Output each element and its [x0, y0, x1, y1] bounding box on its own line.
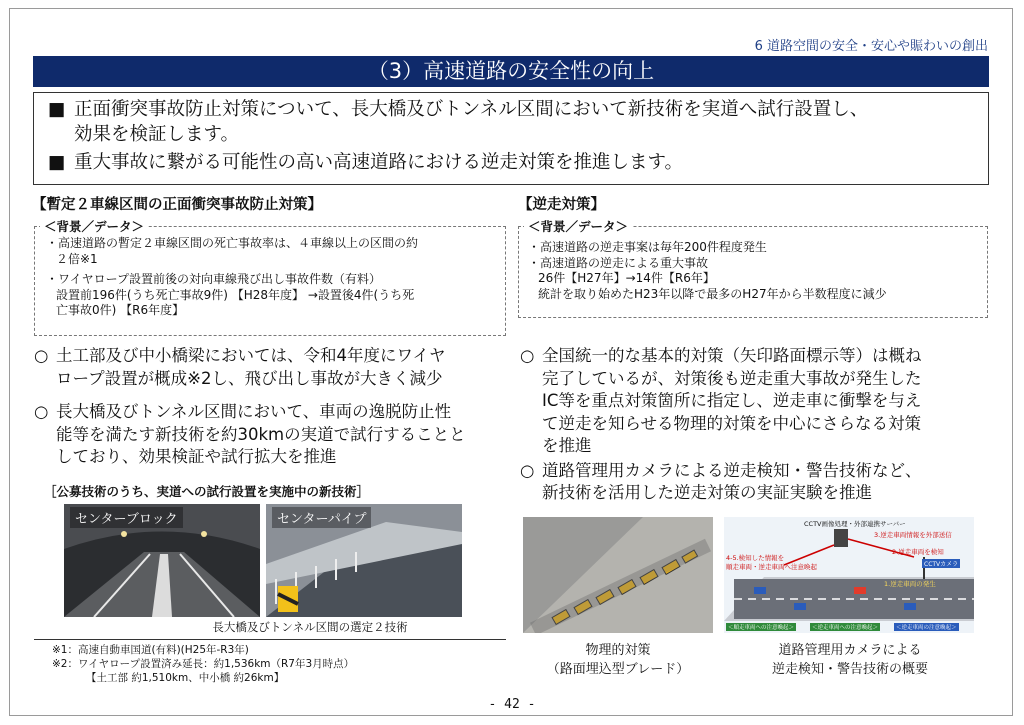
measure-line: を推進 [542, 436, 592, 455]
cctv-diagram [724, 517, 974, 633]
measure-line: ロープ設置が概成※2し、飛び出し事故が大きく減少 [56, 368, 443, 388]
chapter-label: 6 道路空間の安全・安心や賑わいの創出 [754, 39, 988, 54]
photo-label: センターパイプ [272, 507, 371, 528]
measure-line: 能等を満たす新技術を約30kmの実道で試行することと [56, 424, 466, 444]
left-measures [34, 345, 524, 469]
right-notes [528, 240, 988, 302]
measure-line: 長大橋及びトンネル区間において、車両の逸脱防止性 [56, 402, 452, 421]
measure-line: 土工部及び中小橋梁においては、令和4年度にワイヤ [56, 346, 446, 365]
page-number: - 42 - [488, 697, 536, 712]
diagram-footer-label: ＜逆走車両への注意喚起＞ [812, 625, 879, 631]
summary-line: 正面衝突事故防止対策について、長大橋及びトンネル区間において新技術を実道へ試行設置し、 [74, 99, 869, 120]
left-box-label: ＜背景／データ＞ [40, 217, 148, 235]
circle-bullet-icon: ○ [520, 460, 535, 480]
note-line: ・高速道路の逆走事案は毎年200件程度発生 [528, 240, 767, 254]
note-line: 設置前196件(うち死亡事故9件) 【H28年度】 →設置後4件(うち死 [56, 287, 415, 302]
photo-heading: ［公募技術のうち、実道への試行設置を実施中の新技術］ [44, 484, 370, 499]
note-line: ・高速道路の暫定２車線区間の死亡事故率は、４車線以上の区間の約 [46, 236, 419, 250]
center-pipe-photo [266, 504, 462, 617]
note-line: 26件【H27年】→14件【R6年】 [538, 271, 715, 285]
center-block-photo [64, 504, 260, 617]
cctv-caption [730, 639, 970, 677]
caption-line: 道路管理用カメラによる [778, 643, 922, 658]
diagram-footer-label: ＜順走車両への注意喚起＞ [728, 625, 795, 631]
footnote-line: ※2：ワイヤロープ設置済み延長：約1,536km（R7年3月時点） [52, 658, 355, 670]
measure-line: て逆走を知らせる物理的対策を中心にさらなる対策 [542, 413, 922, 433]
measure-line: 道路管理用カメラによる逆走検知・警告技術など、 [542, 460, 922, 480]
diagram-step-label: 4-5.検知した情報を [726, 554, 785, 562]
diagram-camera-label: CCTVカメラ [924, 561, 959, 568]
note-line: ・高速道路の逆走による重大事故 [528, 255, 709, 270]
caption-line: 物理的対策 [585, 643, 651, 658]
diagram-step-label: 3.逆走車両情報を外部送信 [874, 531, 952, 539]
left-section-heading: 【暫定２車線区間の正面衝突事故防止対策】 [32, 197, 322, 213]
circle-bullet-icon: ○ [520, 346, 535, 365]
photo-caption: 長大橋及びトンネル区間の選定２技術 [212, 620, 408, 634]
bullet-square-icon: ■ [48, 152, 66, 173]
caption-line: 逆走検知・警告技術の概要 [771, 662, 928, 677]
photo-label: センターブロック [70, 507, 183, 528]
caption-line: （路面埋込型ブレード） [546, 662, 690, 677]
diagram-step-label: 2.逆走車両を検知 [892, 548, 944, 556]
circle-bullet-icon: ○ [34, 346, 49, 365]
left-notes [46, 236, 506, 319]
measure-line: 完了しているが、対策後も逆走重大事故が発生した [542, 368, 922, 388]
note-line: ・ワイヤロープ設置前後の対向車線飛び出し事故件数（有料） [46, 272, 382, 286]
diagram-step-label: 順走車両・逆走車両へ注意喚起 [726, 563, 817, 571]
bullet-square-icon: ■ [48, 99, 66, 120]
diagram-server-label: CCTV画像処理・外部連携サーバー [804, 520, 906, 528]
circle-bullet-icon: ○ [34, 402, 49, 421]
measure-line: 新技術を活用した逆走対策の実証実験を推進 [542, 483, 872, 502]
diagram-footer-label: ＜逆走車両の注意喚起＞ [896, 625, 957, 631]
road-blade-photo [523, 517, 713, 633]
diagram-step-label: 1.逆走車両の発生 [884, 580, 936, 588]
footnote-line: ※1：高速自動車国道(有料)(H25年-R3年) [52, 644, 249, 656]
note-line: 統計を取り始めたH23年以降で最多のH27年から半数程度に減少 [538, 286, 887, 301]
summary-box [33, 92, 989, 185]
measure-line: しており、効果検証や試行拡大を推進 [56, 447, 337, 466]
footnotes [52, 643, 354, 685]
measure-line: 全国統一的な基本的対策（矢印路面標示等）は概ね [542, 346, 922, 365]
measure-line: IC等を重点対策箇所に指定し、逆走車に衝撃を与え [542, 391, 922, 410]
right-section-heading: 【逆走対策】 [518, 197, 605, 213]
page-title: （3）高速道路の安全性の向上 [33, 56, 989, 87]
note-line: ２倍※1 [56, 251, 98, 266]
right-box-label: ＜背景／データ＞ [524, 217, 632, 235]
right-measures [520, 345, 990, 505]
footnote-line: 【土工部 約1,510km、中小橋 約26km】 [86, 672, 285, 684]
summary-line: 重大事故に繋がる可能性の高い高速道路における逆走対策を推進します。 [74, 152, 684, 173]
road-blade-caption [528, 639, 708, 677]
summary-line: 効果を検証します。 [74, 124, 240, 145]
footnote-divider [34, 639, 506, 640]
note-line: 亡事故0件) 【R6年度】 [56, 303, 185, 317]
